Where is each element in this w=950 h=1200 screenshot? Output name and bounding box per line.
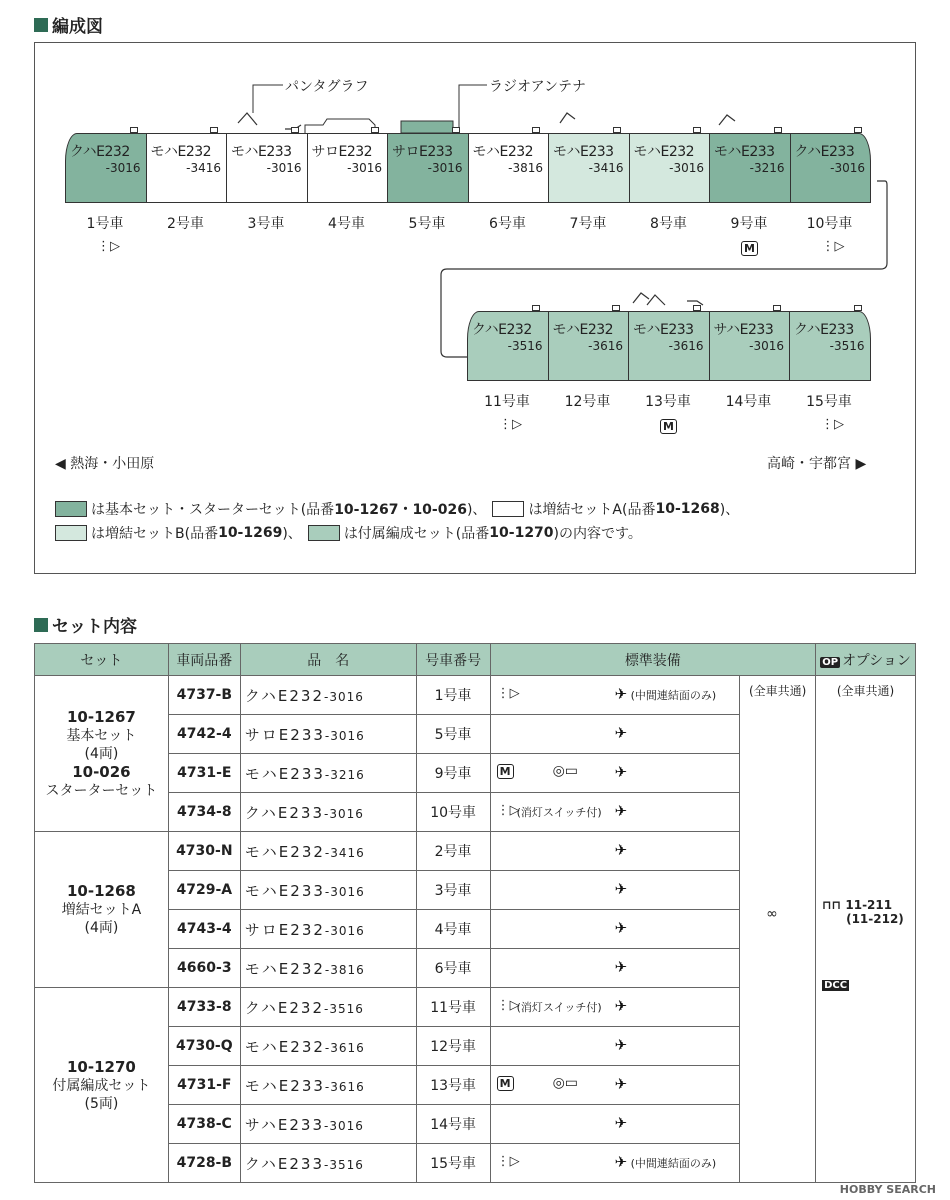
headlight-icon: ⋮▷ xyxy=(496,1154,520,1169)
car-name: クハE233 xyxy=(244,1154,325,1173)
wheel-icon: ∞ xyxy=(766,906,778,922)
coupler-icon: ✈ xyxy=(614,724,628,742)
car-number: -3016 xyxy=(347,161,382,175)
car-position: 5号車 xyxy=(416,715,490,754)
car-number: -3016 xyxy=(749,339,784,353)
roof-vent-icon xyxy=(774,127,782,133)
car-position: 3号車 xyxy=(247,216,285,232)
legend-code: 10-1267・10-026 xyxy=(334,502,467,518)
set-label: スターターセット xyxy=(45,782,158,799)
legend-line-2 xyxy=(55,523,642,543)
legend-code: 10-1268 xyxy=(655,501,720,517)
roof-vent-icon xyxy=(532,305,540,311)
car-name: サハE233 xyxy=(244,1115,325,1134)
set-label: 増結セットA xyxy=(61,902,142,918)
coupler-icon: ✈ xyxy=(614,841,628,859)
roof-vent-icon xyxy=(371,127,379,133)
roof-vent-icon xyxy=(291,127,299,133)
car-row1-10 xyxy=(790,133,872,203)
coupler-icon: ✈ xyxy=(614,1036,628,1054)
car-number: -3016 xyxy=(669,161,704,175)
header-code: 車両品番 xyxy=(168,644,240,676)
set-group-cell xyxy=(35,988,169,1183)
car-row2-5 xyxy=(789,311,871,381)
set-count: (5両) xyxy=(84,1095,119,1112)
car-name-cell xyxy=(240,1105,416,1144)
set-group-cell xyxy=(35,676,169,832)
roof-vent-icon xyxy=(773,305,781,311)
car-name: モハE233 xyxy=(714,144,775,160)
room-light-option xyxy=(822,898,904,926)
set-count: (4両) xyxy=(84,920,119,936)
formation-title xyxy=(34,12,103,37)
car-number: -3016 xyxy=(324,689,364,704)
car-name: サロE233 xyxy=(392,144,453,160)
car-name: サロE232 xyxy=(244,920,325,939)
car-name-cell xyxy=(240,1144,416,1183)
bullet-square-icon xyxy=(34,18,48,32)
coupler-icon: ✈ xyxy=(614,763,628,781)
car-name: モハE233 xyxy=(553,144,614,160)
formation-diagram xyxy=(34,42,916,574)
motor-icon: M xyxy=(497,764,514,779)
coupler-icon: ✈ xyxy=(614,958,628,976)
set-label: 基本セット xyxy=(66,727,137,744)
car-number: -3516 xyxy=(324,1001,364,1016)
car-number: -3616 xyxy=(668,339,704,353)
car-code: 4742-4 xyxy=(168,715,240,754)
coupler-icon: ✈ xyxy=(614,1075,628,1093)
set-contents-title-text: セット内容 xyxy=(52,617,137,637)
direction-right: 高崎・宇都宮 ▶ xyxy=(767,456,867,472)
coupler-icon: ✈ xyxy=(614,880,628,898)
car-position: 9号車 xyxy=(730,216,768,232)
car-position: 10号車 xyxy=(806,216,853,232)
car-position: 12号車 xyxy=(416,1027,490,1066)
coupler-icon: ✈ xyxy=(614,802,628,820)
headlight-icon: ⋮▷ xyxy=(496,803,520,818)
car-position: 14号車 xyxy=(416,1105,490,1144)
direction-left: ◀ 熱海・小田原 xyxy=(55,456,155,472)
car-row1-7 xyxy=(548,133,630,203)
car-position: 15号車 xyxy=(806,394,852,410)
coupler-icon: ✈ xyxy=(614,997,628,1015)
car-row1-6 xyxy=(468,133,550,203)
roof-vent-icon xyxy=(854,127,862,133)
bullet-square-icon xyxy=(34,618,48,632)
car-name-cell xyxy=(240,793,416,832)
formation-lines xyxy=(35,43,917,575)
car-name: クハE232 xyxy=(244,998,325,1017)
car-name: モハE233 xyxy=(633,322,694,338)
legend-code: 10-1270 xyxy=(489,525,554,541)
set-code: 10-026 xyxy=(72,762,131,781)
set-label: 付属編成セット xyxy=(52,1077,151,1094)
equipment-cell xyxy=(490,1105,740,1144)
car-name: モハE232 xyxy=(633,144,695,160)
equipment-cell xyxy=(490,715,740,754)
car-number: -3616 xyxy=(324,1040,365,1055)
car-name-cell xyxy=(240,1027,416,1066)
car-row1-2 xyxy=(146,133,228,203)
car-number: -3616 xyxy=(324,1079,365,1094)
lamp-note: (消灯スイッチ付) xyxy=(516,806,602,819)
equipment-cell xyxy=(490,793,740,832)
car-name: サロE233 xyxy=(244,725,325,744)
equipment-cell xyxy=(490,1066,740,1105)
header-option xyxy=(816,644,916,676)
header-set: セット xyxy=(35,644,169,676)
car-position: 7号車 xyxy=(569,216,607,232)
car-number: -3516 xyxy=(507,339,543,353)
car-position: 1号車 xyxy=(86,216,124,232)
car-name: モハE233 xyxy=(231,144,292,160)
car-number: -3216 xyxy=(324,767,365,782)
equipment-cell xyxy=(490,910,740,949)
car-name: クハE233 xyxy=(794,144,855,160)
car-position: 1号車 xyxy=(416,676,490,715)
car-number: -3516 xyxy=(829,339,865,353)
car-number: -3416 xyxy=(324,845,365,860)
watermark: HOBBY SEARCH xyxy=(839,1183,936,1196)
car-number: -3816 xyxy=(508,161,543,175)
car-row2-1 xyxy=(467,311,549,381)
roof-vent-icon xyxy=(854,305,862,311)
car-name: モハE232 xyxy=(472,144,534,160)
room-light-alt-code: (11-212) xyxy=(846,912,904,926)
car-position: 3号車 xyxy=(416,871,490,910)
roof-vent-icon xyxy=(613,127,621,133)
car-number: -3216 xyxy=(749,161,785,175)
header-name: 品 名 xyxy=(240,644,416,676)
car-number: -3016 xyxy=(324,884,365,899)
coupler-icon: ✈ xyxy=(614,919,628,937)
legend-text: )、 xyxy=(719,502,740,518)
car-number: -3416 xyxy=(588,161,624,175)
car-number: -3516 xyxy=(324,1157,364,1172)
car-name-cell xyxy=(240,871,416,910)
car-code: 4728-B xyxy=(168,1144,240,1183)
legend-text: は基本セット・スターターセット(品番 xyxy=(91,502,335,518)
set-code: 10-1270 xyxy=(66,1057,136,1076)
set-group-cell xyxy=(35,832,169,988)
car-code: 4731-E xyxy=(168,754,240,793)
roof-vent-icon xyxy=(130,127,138,133)
car-name: クハE232 xyxy=(472,322,532,338)
car-position: 5号車 xyxy=(408,216,446,232)
coupler-note: (中間連結面のみ) xyxy=(630,1157,717,1170)
car-number: -3816 xyxy=(324,962,365,977)
car-name: モハE232 xyxy=(244,1037,325,1056)
car-position: 6号車 xyxy=(416,949,490,988)
car-row1-1 xyxy=(65,133,147,203)
motor-icon: M xyxy=(741,241,758,256)
car-number: -3016 xyxy=(830,161,865,175)
car-position: 10号車 xyxy=(416,793,490,832)
coupler-icon: ✈ xyxy=(614,685,628,703)
dcc-icon: DCC xyxy=(824,980,848,991)
car-position: 13号車 xyxy=(645,394,691,410)
set-count: (4両) xyxy=(84,745,119,762)
car-name: モハE232 xyxy=(244,959,325,978)
equipment-cell xyxy=(490,1027,740,1066)
car-row2-2 xyxy=(548,311,630,381)
legend-text: )の内容です。 xyxy=(553,526,642,542)
car-number: -3016 xyxy=(324,728,365,743)
car-name-cell xyxy=(240,676,416,715)
car-number: -3016 xyxy=(105,161,141,175)
common-eq-text: (全車共通) xyxy=(748,684,807,698)
car-position: 6号車 xyxy=(489,216,526,232)
legend-swatch-addB xyxy=(55,525,87,541)
flywheel-icon: ◎▭ xyxy=(552,763,579,779)
car-code: 4729-A xyxy=(168,871,240,910)
car-name: クハE233 xyxy=(244,803,325,822)
car-row1-4 xyxy=(307,133,389,203)
car-name: モハE232 xyxy=(244,842,325,861)
roof-vent-icon xyxy=(693,305,701,311)
car-name: クハE232 xyxy=(244,686,325,705)
car-position: 13号車 xyxy=(416,1066,490,1105)
set-code: 10-1268 xyxy=(66,882,136,900)
common-option-cell xyxy=(816,676,916,1183)
car-number: -3616 xyxy=(588,339,623,353)
car-number: -3016 xyxy=(324,806,364,821)
headlight-icon: ⋮▷ xyxy=(97,239,120,254)
equipment-cell xyxy=(490,832,740,871)
car-number: -3016 xyxy=(266,161,302,175)
roof-vent-icon xyxy=(612,305,620,311)
coupler-note: (中間連結面のみ) xyxy=(630,689,717,702)
op-badge-icon: OP xyxy=(822,656,839,668)
car-name-cell xyxy=(240,988,416,1027)
car-name: モハE232 xyxy=(150,144,212,160)
car-code: 4730-N xyxy=(168,832,240,871)
car-name: サハE233 xyxy=(713,322,774,338)
legend-text: は増結セットA(品番 xyxy=(528,502,656,518)
car-position: 11号車 xyxy=(484,394,530,410)
car-row1-3 xyxy=(226,133,308,203)
common-opt-text: (全車共通) xyxy=(836,684,895,698)
common-equipment-cell xyxy=(740,676,816,1183)
car-number: -3416 xyxy=(186,161,221,175)
set-contents-table xyxy=(34,643,916,1183)
coupler-icon: ✈ xyxy=(614,1114,628,1132)
car-name-cell xyxy=(240,715,416,754)
car-name-cell xyxy=(240,949,416,988)
equipment-cell xyxy=(490,754,740,793)
car-position: 15号車 xyxy=(416,1144,490,1183)
header-option-text: オプション xyxy=(842,652,911,669)
roof-vent-icon xyxy=(452,127,460,133)
room-light-icon: ⊓⊓ xyxy=(822,898,842,912)
pantograph-label: パンタグラフ xyxy=(285,79,369,95)
equipment-cell xyxy=(490,1144,740,1183)
roof-vent-icon xyxy=(693,127,701,133)
table-header-row xyxy=(35,644,916,676)
car-position: 8号車 xyxy=(650,216,687,232)
legend-text: は付属編成セット(品番 xyxy=(343,526,490,542)
car-row1-8 xyxy=(629,133,711,203)
car-name: クハE233 xyxy=(794,322,854,338)
equipment-cell xyxy=(490,871,740,910)
equipment-cell xyxy=(490,949,740,988)
car-row1-9 xyxy=(709,133,791,203)
header-equipment: 標準装備 xyxy=(490,644,816,676)
flywheel-icon: ◎▭ xyxy=(552,1075,579,1091)
motor-icon: M xyxy=(660,419,677,434)
car-number: -3016 xyxy=(427,161,463,175)
car-name: モハE233 xyxy=(244,1076,325,1095)
car-name: モハE233 xyxy=(244,764,325,783)
roof-vent-icon xyxy=(210,127,218,133)
legend-swatch-addA xyxy=(492,501,524,517)
car-position: 9号車 xyxy=(416,754,490,793)
car-position: 4号車 xyxy=(328,216,365,232)
legend-line-1 xyxy=(55,499,739,519)
lamp-note: (消灯スイッチ付) xyxy=(516,1001,602,1014)
radio-antenna-label: ラジオアンテナ xyxy=(489,79,587,95)
car-name: クハE232 xyxy=(70,144,130,160)
car-number: -3016 xyxy=(324,923,365,938)
header-car-no: 号車番号 xyxy=(416,644,490,676)
car-code: 4738-C xyxy=(168,1105,240,1144)
car-code: 4730-Q xyxy=(168,1027,240,1066)
equipment-cell xyxy=(490,988,740,1027)
car-code: 4734-8 xyxy=(168,793,240,832)
car-row1-5 xyxy=(387,133,469,203)
legend-text: は増結セットB(品番 xyxy=(91,526,219,542)
legend-code: 10-1269 xyxy=(218,525,283,541)
car-position: 12号車 xyxy=(564,394,611,410)
legend-text: )、 xyxy=(282,526,302,542)
headlight-icon: ⋮▷ xyxy=(496,686,520,701)
legend-text: )、 xyxy=(466,502,487,518)
car-position: 2号車 xyxy=(167,216,204,232)
motor-icon: M xyxy=(497,1076,514,1091)
car-code: 4731-F xyxy=(168,1066,240,1105)
headlight-icon: ⋮▷ xyxy=(496,998,520,1013)
legend-swatch-attach xyxy=(308,525,340,541)
car-code: 4660-3 xyxy=(168,949,240,988)
car-position: 14号車 xyxy=(725,394,772,410)
car-code: 4743-4 xyxy=(168,910,240,949)
car-position: 2号車 xyxy=(416,832,490,871)
headlight-icon: ⋮▷ xyxy=(821,239,845,254)
set-contents-title xyxy=(34,612,137,637)
car-name: サロE232 xyxy=(311,144,373,160)
car-name-cell xyxy=(240,754,416,793)
table-row xyxy=(35,676,916,715)
room-light-code: 11-211 xyxy=(845,898,893,912)
equipment-cell xyxy=(490,676,740,715)
set-code: 10-1267 xyxy=(66,707,136,726)
car-name: モハE233 xyxy=(244,881,325,900)
car-position: 11号車 xyxy=(416,988,490,1027)
car-number: -3016 xyxy=(324,1118,364,1133)
headlight-icon: ⋮▷ xyxy=(499,417,522,432)
car-code: 4733-8 xyxy=(168,988,240,1027)
car-row2-3 xyxy=(628,311,710,381)
car-position: 4号車 xyxy=(416,910,490,949)
legend-swatch-basic xyxy=(55,501,87,517)
coupler-icon: ✈ xyxy=(614,1153,628,1171)
car-name-cell xyxy=(240,1066,416,1105)
car-name: モハE232 xyxy=(552,322,614,338)
car-row2-4 xyxy=(709,311,791,381)
headlight-icon: ⋮▷ xyxy=(821,417,844,432)
car-name-cell xyxy=(240,832,416,871)
car-code: 4737-B xyxy=(168,676,240,715)
formation-title-text: 編成図 xyxy=(52,17,103,37)
roof-vent-icon xyxy=(532,127,540,133)
car-name-cell xyxy=(240,910,416,949)
